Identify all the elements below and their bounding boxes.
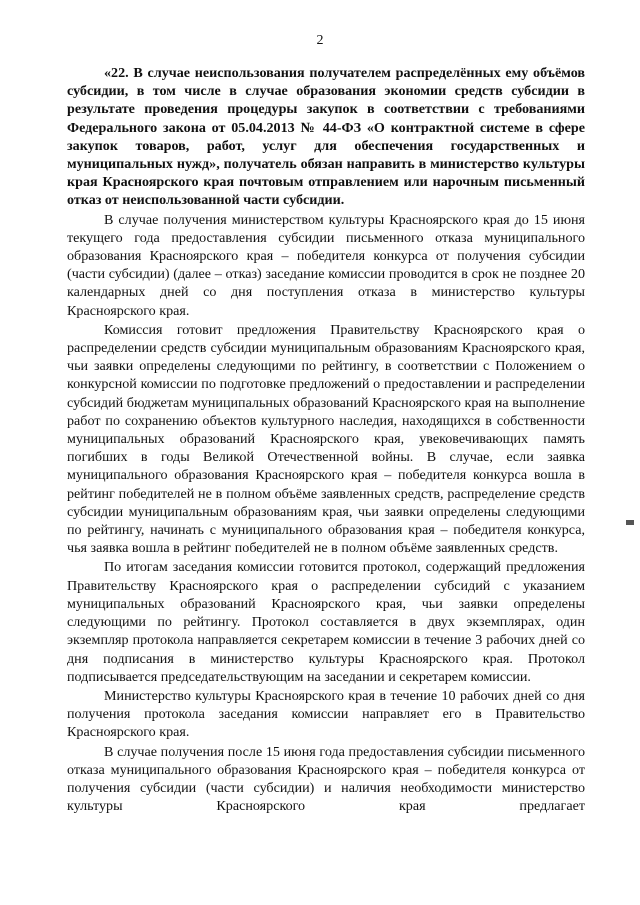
paragraph-protocol: По итогам заседания комиссии готовится протокол, содержащий предложения Правительству Красноярского края о распределении субсидий с указанием муниципальных образований Красноярского края, чьи заявки определены следующими по рейтингу. Протокол составляется в двух экземплярах, один экземпляр протокола направляется секретарем комиссии в течение 3 рабочих дней со дня подписания в министерство культуры Красноярского края. Протокол подписывается председательствующим на заседании и секретарем комиссии. — [67, 559, 585, 685]
document-body — [67, 64, 585, 816]
paragraph-clause-22: «22. В случае неиспользования получателем распределённых ему объёмов субсидии, в том числе в случае образования экономии средств субсидии в результате проведения процедуры закупок в соответствии с требованиями Федерального закона от 05.04.2013 № 44-ФЗ «О контрактной системе в сфере закупок товаров, работ, услуг для обеспечения государственных и муниципальных нужд», получатель обязан направить в министерство культуры края Красноярского края почтовым отправлением или нарочным письменный отказ от неиспользованной части субсидии. — [67, 65, 585, 209]
scan-artifact — [626, 520, 634, 525]
paragraph-refusal-after-june: В случае получения после 15 июня года предоставления субсидии письменного отказа муниципального образования Красноярского края – победителя конкурса от получения субсидии (части субсидии) и наличия необходимости министерство культуры Красноярского края предлагает — [67, 743, 585, 815]
paragraph-ministry-submission: Министерство культуры Красноярского края в течение 10 рабочих дней со дня получения протокола заседания комиссии направляет его в Правительство Красноярского края. — [67, 687, 585, 741]
page-number: 2 — [316, 33, 324, 48]
paragraph-refusal-before-june: В случае получения министерством культуры Красноярского края до 15 июня текущего года предоставления субсидии письменного отказа муниципального образования Красноярского края – победителя конкурса от получения субсидии (части субсидии) (далее – отказ) заседание комиссии проводится в срок не позднее 20 календарных дней со дня поступления отказа в министерство культуры Красноярского края. — [67, 211, 585, 319]
paragraph-commission-proposals: Комиссия готовит предложения Правительству Красноярского края о распределении средств субсидии муниципальным образованиям Красноярского края, чьи заявки определены следующими по рейтингу, в соответствии с Положением о конкурсной комиссии по подготовке предложений о предоставлении и распределении субсидий бюджетам муниципальных образований Красноярского края на выполнение работ по сохранению объектов культурного наследия, находящихся в собственности муниципальных образований Красноярского края, увековечивающих память погибших в годы Великой Отечественной войны. В случае, если заявка муниципального образования Красноярского края – победителя конкурса вошла в рейтинг победителей не в полном объёме заявленных средств, распределение средств субсидии муниципальным образованиям края, чьи заявки определены следующими по рейтингу, начинать с муниципального образования края – победителя конкурса, чья заявка вошла в рейтинг победителей не в полном объёме заявленных средств. — [67, 321, 585, 557]
